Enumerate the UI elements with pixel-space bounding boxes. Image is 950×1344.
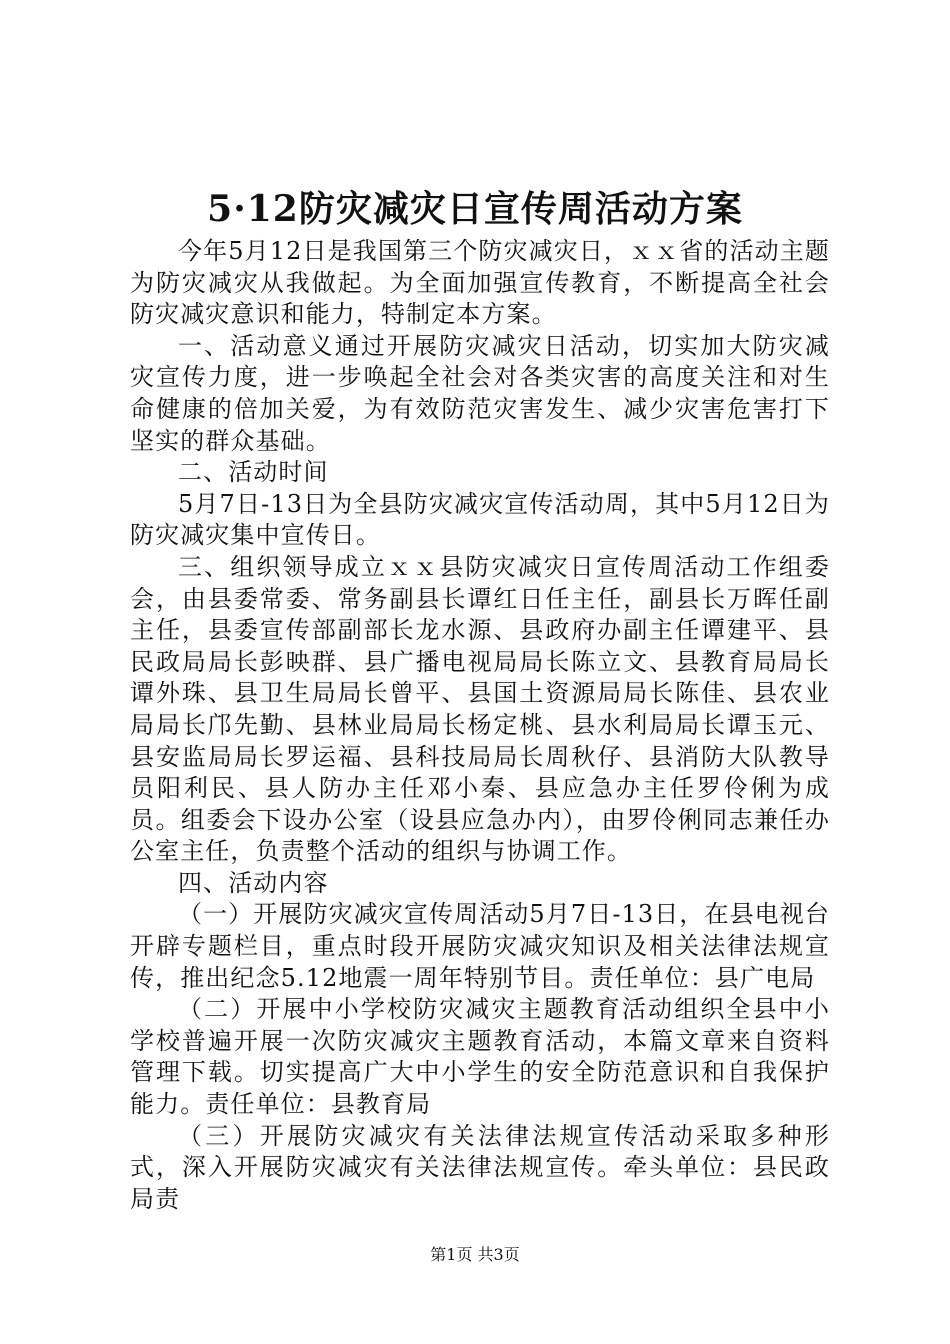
- heading-activity-time: 二、活动时间: [178, 458, 329, 487]
- paragraph-organization: 三、组织领导成立ｘｘ县防灾减灾日宣传周活动工作组委会，由县委常委、常务副县长谭红日任主任，副县长万晖任副主任，县委宣传部副部长龙水源、县政府办副主任谭建平、县民政局局长彭映群、县广播电视局局长陈立文、县教育局局长谭外珠、县卫生局局长曾平、县国土资源局局长陈佳、县农业局局长邝先勤、县林业局局长杨定桃、县水利局局长谭玉元、县安监局局长罗运福、县科技局局长周秋仔、县消防大队教导员阳利民、县人防办主任邓小秦、县应急办主任罗伶俐为成员。组委会下设办公室（设县应急办内），由罗伶俐同志兼任办公室主任，负责整个活动的组织与协调工作。: [130, 552, 830, 866]
- page-footer: 第1页 共3页: [430, 1245, 520, 1264]
- paragraph-activity-time: 5月7日-13日为全县防灾减灾宣传活动周，其中5月12日为防灾减灾集中宣传日。: [130, 489, 830, 550]
- heading-activity-content: 四、活动内容: [178, 868, 329, 897]
- document-body: [130, 236, 830, 1215]
- paragraph-content-3: （三）开展防灾减灾有关法律法规宣传活动采取多种形式，深入开展防灾减灾有关法律法规宣传。牵头单位：县民政局责: [130, 1121, 830, 1213]
- paragraph-intro: 今年5月12日是我国第三个防灾减灾日，ｘｘ省的活动主题为防灾减灾从我做起。为全面加强宣传教育，不断提高全社会防灾减灾意识和能力，特制定本方案。: [130, 237, 830, 329]
- paragraph-content-1: （一）开展防灾减灾宣传周活动5月7日-13日，在县电视台开辟专题栏目，重点时段开展防灾减灾知识及相关法律法规宣传，推出纪念5.12地震一周年特别节目。责任单位：县广电局: [130, 900, 830, 992]
- document-title: 5·12防灾减灾日宣传周活动方案: [207, 188, 743, 230]
- paragraph-significance: 一、活动意义通过开展防灾减灾日活动，切实加大防灾减灾宣传力度，进一步唤起全社会对各类灾害的高度关注和对生命健康的倍加关爱，为有效防范灾害发生、减少灾害危害打下坚实的群众基础。: [130, 331, 830, 455]
- paragraph-content-2: （二）开展中小学校防灾减灾主题教育活动组织全县中小学校普遍开展一次防灾减灾主题教育活动，本篇文章来自资料管理下载。切实提高广大中小学生的安全防范意识和自我保护能力。责任单位：县教育局: [130, 995, 830, 1119]
